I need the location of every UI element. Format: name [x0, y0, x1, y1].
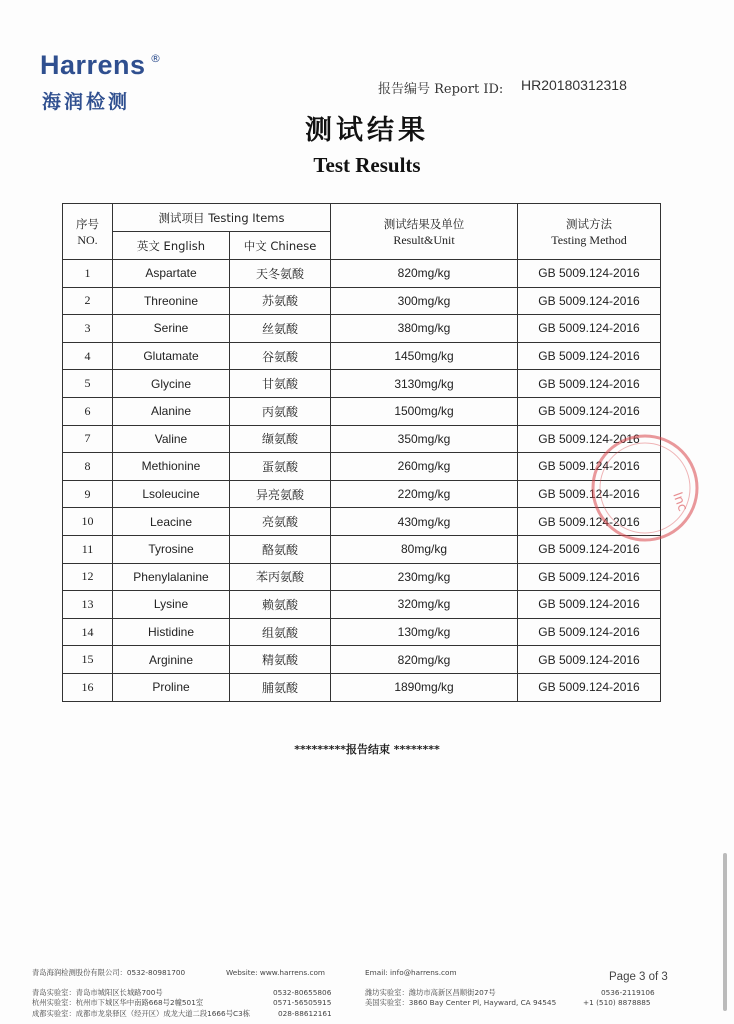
item-english: Threonine: [113, 287, 230, 315]
header-result-cn: 测试结果及单位: [383, 216, 465, 231]
testing-method: GB 5009.124-2016: [518, 646, 661, 674]
testing-method: GB 5009.124-2016: [518, 591, 661, 619]
item-english: Lsoleucine: [113, 480, 230, 508]
report-id-label: 报告编号 Report ID:: [378, 82, 504, 97]
stamp-text: Inc: [669, 490, 690, 514]
footer-chengdu-tel: 028-88612161: [278, 1009, 332, 1018]
footer-qingdao-lab: 青岛实验室：青岛市城阳区长城路700号: [32, 988, 163, 997]
footer-website: Website: www.harrens.com: [226, 968, 326, 977]
page-number: Page 3 of 3: [609, 971, 668, 983]
result-value: 1500mg/kg: [331, 397, 518, 425]
item-chinese: 缬氨酸: [230, 425, 331, 453]
footer-qingdao-tel: 0532-80655806: [273, 988, 332, 997]
result-value: 260mg/kg: [331, 453, 518, 481]
row-number: 10: [63, 508, 113, 536]
item-english: Glycine: [113, 370, 230, 398]
result-value: 820mg/kg: [331, 260, 518, 288]
item-chinese: 丝氨酸: [230, 315, 331, 343]
result-value: 820mg/kg: [331, 646, 518, 674]
testing-method: GB 5009.124-2016: [518, 453, 661, 481]
row-number: 9: [63, 480, 113, 508]
row-number: 13: [63, 591, 113, 619]
testing-method: GB 5009.124-2016: [518, 342, 661, 370]
table-row: [63, 287, 661, 315]
item-chinese: 谷氨酸: [230, 342, 331, 370]
footer-company: 青岛海润检测股份有限公司：0532-80981700: [32, 968, 186, 977]
item-english: Proline: [113, 673, 230, 701]
row-number: 8: [63, 453, 113, 481]
table-row: [63, 315, 661, 343]
testing-method: GB 5009.124-2016: [518, 315, 661, 343]
result-value: 3130mg/kg: [331, 370, 518, 398]
row-number: 5: [63, 370, 113, 398]
result-value: 130mg/kg: [331, 618, 518, 646]
row-number: 2: [63, 287, 113, 315]
report-id-value: HR20180312318: [521, 77, 627, 93]
item-chinese: 丙氨酸: [230, 397, 331, 425]
result-value: 300mg/kg: [331, 287, 518, 315]
item-english: Lysine: [113, 591, 230, 619]
item-chinese: 天冬氨酸: [230, 260, 331, 288]
footer-weifang-tel: 0536-2119106: [601, 988, 655, 997]
header-method-en: Testing Method: [551, 232, 627, 247]
item-english: Leacine: [113, 508, 230, 536]
page-title-chinese: 测试结果: [305, 115, 429, 146]
table-row: [63, 618, 661, 646]
header-no: [63, 204, 113, 260]
header-result: [331, 204, 518, 260]
testing-method: GB 5009.124-2016: [518, 673, 661, 701]
header-result-en: Result&Unit: [393, 232, 455, 247]
item-english: Aspartate: [113, 260, 230, 288]
table-row: [63, 535, 661, 563]
item-chinese: 蛋氨酸: [230, 453, 331, 481]
table-row: [63, 425, 661, 453]
result-value: 1450mg/kg: [331, 342, 518, 370]
header-no-en: NO.: [77, 232, 98, 247]
footer-chengdu-lab: 成都实验室：成都市龙泉驿区（经开区）成龙大道二段1666号C3栋: [32, 1009, 251, 1018]
row-number: 1: [63, 260, 113, 288]
item-english: Phenylalanine: [113, 563, 230, 591]
item-english: Serine: [113, 315, 230, 343]
item-chinese: 亮氨酸: [230, 508, 331, 536]
item-english: Methionine: [113, 453, 230, 481]
company-seal-stamp: [585, 428, 705, 548]
table-row: [63, 260, 661, 288]
result-value: 1890mg/kg: [331, 673, 518, 701]
footer-us-tel: +1 (510) 8878885: [583, 998, 651, 1007]
result-value: 430mg/kg: [331, 508, 518, 536]
footer-weifang-lab: 潍坊实验室：潍坊市高新区昌顺街207号: [365, 988, 496, 997]
page-title-english: Test Results: [313, 153, 421, 177]
item-english: Alanine: [113, 397, 230, 425]
test-results-table: [62, 203, 661, 702]
row-number: 11: [63, 535, 113, 563]
item-chinese: 苏氨酸: [230, 287, 331, 315]
item-english: Histidine: [113, 618, 230, 646]
item-english: Valine: [113, 425, 230, 453]
row-number: 14: [63, 618, 113, 646]
testing-method: GB 5009.124-2016: [518, 287, 661, 315]
header-no-cn: 序号: [76, 216, 99, 231]
result-value: 380mg/kg: [331, 315, 518, 343]
logo-english: Harrens: [40, 50, 146, 80]
item-chinese: 精氨酸: [230, 646, 331, 674]
scrollbar[interactable]: [723, 853, 727, 1011]
table-row: [63, 480, 661, 508]
result-value: 350mg/kg: [331, 425, 518, 453]
result-value: 320mg/kg: [331, 591, 518, 619]
item-english: Tyrosine: [113, 535, 230, 563]
row-number: 7: [63, 425, 113, 453]
item-chinese: 异亮氨酸: [230, 480, 331, 508]
item-chinese: 赖氨酸: [230, 591, 331, 619]
testing-method: GB 5009.124-2016: [518, 260, 661, 288]
row-number: 12: [63, 563, 113, 591]
registered-mark: ®: [150, 52, 161, 65]
report-end-marker: *********报告结束 ********: [294, 743, 440, 756]
header-method-cn: 测试方法: [566, 216, 613, 231]
footer-us-lab: 美国实验室：3860 Bay Center Pl, Hayward, CA 94545: [365, 998, 557, 1007]
row-number: 15: [63, 646, 113, 674]
footer-hangzhou-lab: 杭州实验室：杭州市下城区华中南路668号2幢501室: [32, 998, 204, 1007]
header-testing-items: 测试项目 Testing Items: [113, 204, 331, 232]
table-row: [63, 563, 661, 591]
testing-method: GB 5009.124-2016: [518, 397, 661, 425]
testing-method: GB 5009.124-2016: [518, 370, 661, 398]
item-english: Arginine: [113, 646, 230, 674]
table-row: [63, 508, 661, 536]
table-row: [63, 342, 661, 370]
testing-method: GB 5009.124-2016: [518, 563, 661, 591]
item-chinese: 苯丙氨酸: [230, 563, 331, 591]
testing-method: GB 5009.124-2016: [518, 425, 661, 453]
table-row: [63, 591, 661, 619]
row-number: 4: [63, 342, 113, 370]
footer-hangzhou-tel: 0571-56505915: [273, 998, 332, 1007]
testing-method: GB 5009.124-2016: [518, 508, 661, 536]
table-row: [63, 397, 661, 425]
header-chinese: 中文 Chinese: [230, 232, 331, 260]
item-chinese: 脯氨酸: [230, 673, 331, 701]
table-row: [63, 673, 661, 701]
result-value: 230mg/kg: [331, 563, 518, 591]
item-chinese: 甘氨酸: [230, 370, 331, 398]
testing-method: GB 5009.124-2016: [518, 618, 661, 646]
table-row: [63, 370, 661, 398]
logo-chinese: 海润检测: [42, 91, 131, 113]
table-row: [63, 453, 661, 481]
item-chinese: 组氨酸: [230, 618, 331, 646]
testing-method: GB 5009.124-2016: [518, 480, 661, 508]
result-value: 80mg/kg: [331, 535, 518, 563]
row-number: 3: [63, 315, 113, 343]
header-method: [518, 204, 661, 260]
testing-method: GB 5009.124-2016: [518, 535, 661, 563]
table-row: [63, 646, 661, 674]
item-english: Glutamate: [113, 342, 230, 370]
row-number: 6: [63, 397, 113, 425]
result-value: 220mg/kg: [331, 480, 518, 508]
item-chinese: 酪氨酸: [230, 535, 331, 563]
header-english: 英文 English: [113, 232, 230, 260]
row-number: 16: [63, 673, 113, 701]
footer-email: Email: info@harrens.com: [365, 968, 457, 977]
